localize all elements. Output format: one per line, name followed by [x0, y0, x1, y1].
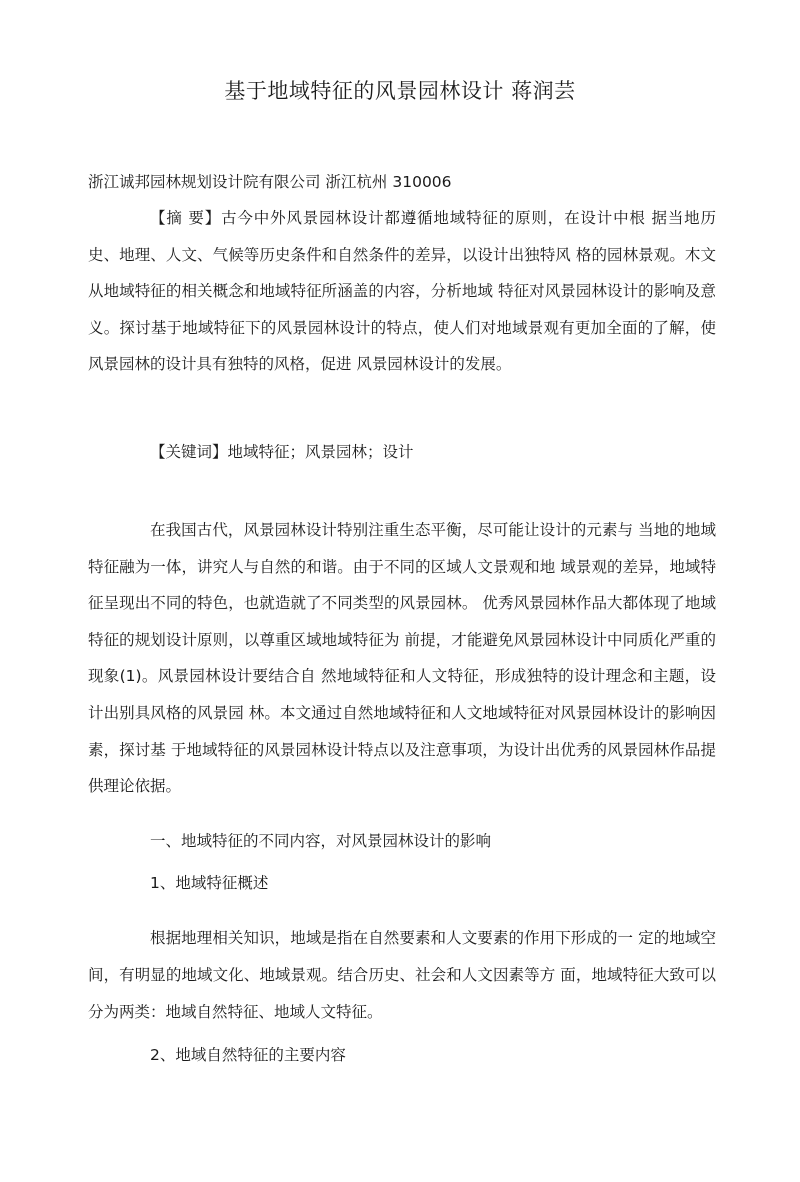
section-1-1-heading: 1、地域特征概述	[150, 874, 269, 892]
section-1-2-heading: 2、地域自然特征的主要内容	[150, 1046, 346, 1064]
section-1-1-paragraph: 根据地理相关知识，地域是指在自然要素和人文要素的作用下形成的一 定的地域空间，有明显的地域文化、地域景观。结合历史、社会和人文因素等方 面，地域特征大致可以分为两类：地域自然特征、地域人文特征。	[88, 929, 716, 1021]
keywords-line: 【关键词】地域特征；风景园林；设计	[150, 443, 414, 461]
section-1-heading: 一、地域特征的不同内容，对风景园林设计的影响	[150, 832, 492, 850]
intro-paragraph: 在我国古代，风景园林设计特别注重生态平衡，尽可能让设计的元素与 当地的地域特征融为一体，讲究人与自然的和谐。由于不同的区域人文景观和地 域景观的差异，地域特征呈现出不同的特色，也就造就了不同类型的风景园林。 优秀风景园林作品大都体现了地域特征的规划设计原则，以尊重区域地域特征为 前提，才能避免风景园林设计中同质化严重的现象(1)。风景园林设计要结合自 然地域特征和人文特征，形成独特的设计理念和主题，设计出别具风格的风景园 林。本文通过自然地域特征和人文地域特征对风景园林设计的影响因素，探讨基 于地域特征的风景园林设计特点以及注意事项，为设计出优秀的风景园林作品提 供理论依据。	[88, 521, 716, 796]
abstract-paragraph: 【摘 要】古今中外风景园林设计都遵循地域特征的原则，在设计中根 据当地历史、地理、人文、气候等历史条件和自然条件的差异，以设计出独特风 格的园林景观。木文从地域特征的相关概念和地域特征所涵盖的内容，分析地域 特征对风景园林设计的影响及意义。探讨基于地域特征下的风景园林设计的特点，使人们对地域景观有更加全面的了解，使风景园林的设计具有独特的风格，促进 风景园林设计的发展。	[88, 209, 716, 373]
document-title: 基于地域特征的风景园林设计 蒋润芸	[224, 79, 576, 103]
author-affiliation: 浙江诚邦园林规划设计院有限公司 浙江杭州 310006	[88, 173, 452, 191]
